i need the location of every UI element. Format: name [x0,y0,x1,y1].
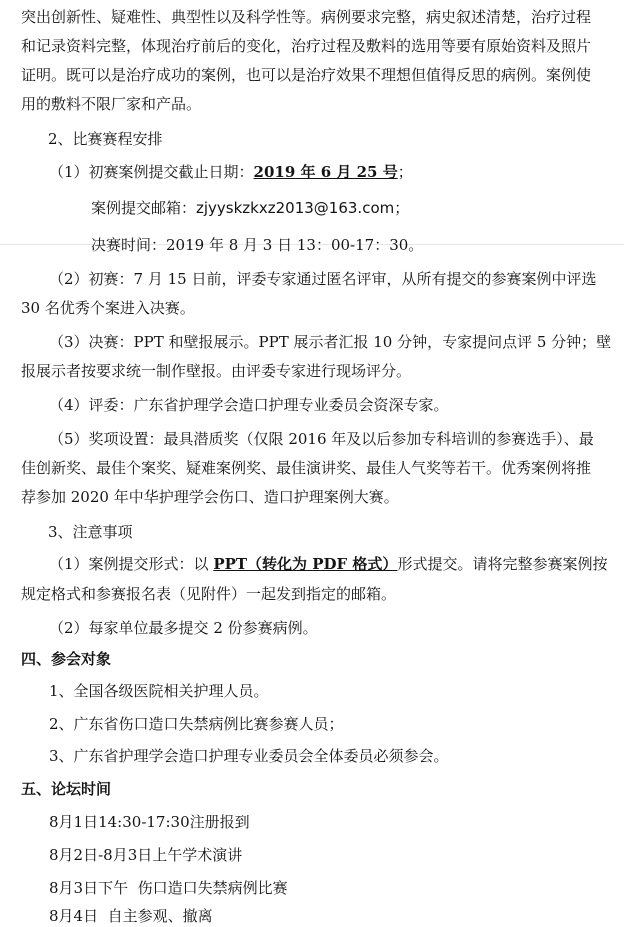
limit-line: （2）每家单位最多提交 2 份参赛病例。 [49,619,318,637]
section-4-title: 四、参会对象 [21,650,112,668]
section-5-title: 五、论坛时间 [21,780,112,798]
email-label: 案例提交邮箱： [91,199,197,217]
format-suffix: 形式提交。请将完整参赛案例按 [397,555,608,573]
format-line-1 [49,553,607,575]
attendee-item-1: 1、全国各级医院相关护理人员。 [49,682,269,700]
format-prefix: （1）案例提交形式：以 [49,555,214,573]
format-line-2: 规定格式和参赛报名表（见附件）一起发到指定的邮箱。 [21,585,397,603]
deadline-date: 2019 年 6 月 25 号 [253,163,398,181]
section-3-title: 3、注意事项 [48,523,133,541]
paragraph-line-4: 用的敷料不限厂家和产品。 [21,95,202,113]
awards-line-2: 佳创新奖、最佳个案奖、疑难案例奖、最佳演讲奖、最佳人气奖等若干。优秀案例将推 [21,459,592,477]
schedule-item-1: 8月1日14:30-17:30注册报到 [49,813,250,831]
judges-line: （4）评委：广东省护理学会造口护理专业委员会资深专家。 [49,396,449,414]
deadline-prefix: （1）初赛案例提交截止日期： [49,163,254,181]
final-line-2: 报展示者按要求统一制作壁报。由评委专家进行现场评分。 [21,362,412,380]
paragraph-line-1: 突出创新性、疑难性、典型性以及科学性等。病例要求完整，病史叙述清楚，治疗过程 [21,8,592,26]
final-time-line: 决赛时间：2019 年 8 月 3 日 13：00-17：30。 [91,236,424,254]
paragraph-line-3: 证明。既可以是治疗成功的案例，也可以是治疗效果不理想但值得反思的病例。案例使 [21,66,592,84]
awards-line-1: （5）奖项设置：最具潜质奖（仅限 2016 年及以后参加专科培训的参赛选手）、最 [49,430,594,448]
final-line-1: （3）决赛：PPT 和壁报展示。PPT 展示者汇报 10 分钟，专家提问点评 5 分钟；壁 [49,333,612,351]
email-suffix: ； [394,199,410,217]
attendee-item-3: 3、广东省护理学会造口护理专业委员会全体委员必须参会。 [49,747,449,765]
section-2-title: 2、比赛赛程安排 [48,130,163,148]
format-bold: PPT（转化为 PDF 格式） [213,555,398,573]
paragraph-line-2: 和记录资料完整，体现治疗前后的变化，治疗过程及敷料的选用等要有原始资料及照片 [21,37,592,55]
schedule-item-4: 8月4日 自主参观、撤离 [49,907,213,925]
attendee-item-2: 2、广东省伤口造口失禁病例比赛参赛人员； [49,715,344,733]
email-address: zjyyskzkxz2013@163.com [196,199,395,217]
schedule-item-2: 8月2日-8月3日上午学术演讲 [49,846,243,864]
email-line [91,197,409,219]
deadline-suffix: ； [397,163,413,181]
awards-line-3: 荐参加 2020 年中华护理学会伤口、造口护理案例大赛。 [21,488,399,506]
preliminary-line-1: （2）初赛：7 月 15 日前，评委专家通过匿名评审，从所有提交的参赛案例中评选 [49,270,597,288]
schedule-item-3: 8月3日下午 伤口造口失禁病例比赛 [49,879,288,897]
preliminary-line-2: 30 名优秀个案进入决赛。 [21,299,195,317]
deadline-line [49,161,413,183]
